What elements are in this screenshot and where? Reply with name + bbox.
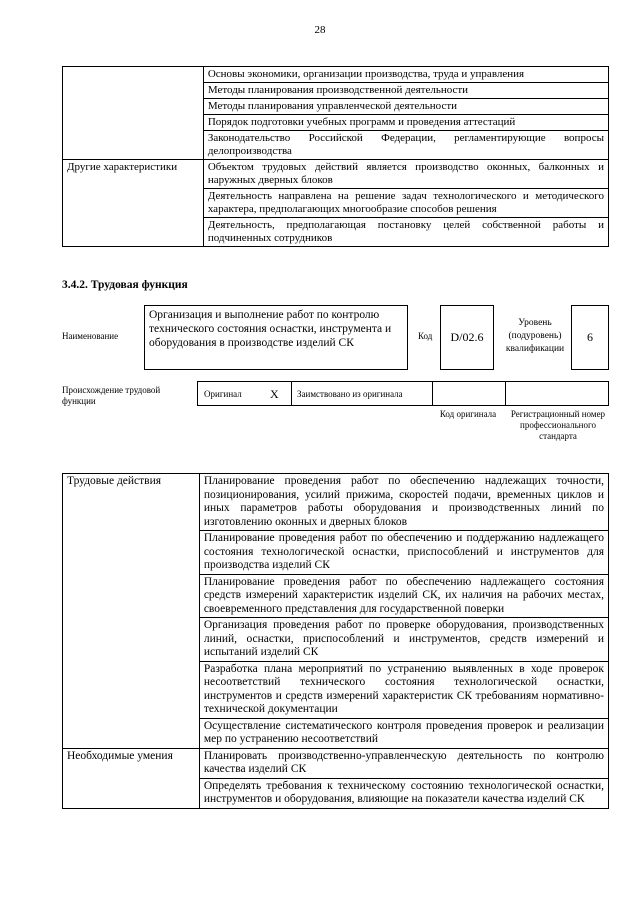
table-row: Планирование проведения работ по обеспечению надлежащего состояния средств измерений характеристик изделий СК, их наличия на рабочих местах, своевременного представления для государственной поверки <box>199 574 608 618</box>
skills-label: Необходимые умения <box>63 748 200 808</box>
original-label: Оригинал <box>204 389 242 399</box>
table-row: Объектом трудовых действий является производство оконных, балконных и наружных дверных блоков <box>203 160 608 189</box>
name-label: Наименование <box>62 331 119 341</box>
table-row: Разработка плана мероприятий по устранению выявленных в ходе проверок несоответствий технического состояния технологической оснастки, инструментов и средств измерений характеристик СК требованиям нормативно-технической документации <box>199 661 608 718</box>
actions-skills-table <box>62 473 609 809</box>
other-characteristics-label: Другие характеристики <box>63 160 204 247</box>
table-row: Определять требования к техническому состоянию технологической оснастки, инструментов и оборудования, влияющие на показатели качества изделий СК <box>199 778 608 808</box>
reg-number-caption: Регистрационный номер профессионального стандарта <box>510 409 606 441</box>
function-name-value: Организация и выполнение работ по контролю технического состояния оснастки, инструмента и оборудования в производстве изделий СК <box>149 309 392 349</box>
code-box <box>440 305 494 370</box>
table-row: Деятельность, предполагающая постановку целей собственной работы и подчиненных сотрудников <box>203 218 608 247</box>
table-row: Законодательство Российской Федерации, регламентирующие вопросы делопроизводства <box>203 131 608 160</box>
table-row: Основы экономики, организации производства, труда и управления <box>203 67 608 83</box>
table-row: Методы планирования производственной деятельности <box>203 83 608 99</box>
table-row: Планирование проведения работ по обеспечению и поддержанию надлежащего состояния технологической оснастки, приспособлений и инструментов для производства изделий СК <box>199 531 608 575</box>
table-row: Методы планирования управленческой деятельности <box>203 99 608 115</box>
continued-label-cell <box>63 67 204 160</box>
table-row: Планирование проведения работ по обеспечению надлежащих точности, позиционирования, усилий прижима, скоростей подачи, временных циклов и иных параметров работы оборудования и производственных линий по изготовлению оконных и дверных блоков <box>199 474 608 531</box>
level-box <box>571 305 609 370</box>
table-row: Порядок подготовки учебных программ и проведения аттестаций <box>203 115 608 131</box>
table-row: Осуществление систематического контроля проведения проверок и реализации мер по устранению несоответствий <box>199 718 608 748</box>
level-value: 6 <box>587 330 593 344</box>
code-original-caption: Код оригинала <box>439 409 497 419</box>
divider <box>291 382 292 405</box>
level-label: Уровень (подуровень) квалификации <box>505 318 565 354</box>
original-mark: X <box>270 387 279 401</box>
table-row: Планировать производственно-управленческую деятельность по контролю качества изделий СК <box>199 748 608 778</box>
actions-label: Трудовые действия <box>63 474 200 749</box>
origin-row <box>197 381 609 406</box>
divider <box>505 382 506 405</box>
code-label: Код <box>418 331 433 341</box>
page-number: 28 <box>314 24 326 36</box>
divider <box>432 382 433 405</box>
code-value: D/02.6 <box>450 330 484 344</box>
origin-label: Происхождение трудовой функции <box>62 385 161 406</box>
table-row: Организация проведения работ по проверке оборудования, производственных линий, оснастки, приспособлений и инструментов, средств измерений и испытаний изделий СК <box>199 618 608 662</box>
borrowed-label: Заимствовано из оригинала <box>297 389 403 399</box>
table-row: Деятельность направлена на решение задач технологического и методического характера, предполагающих многообразие способов решения <box>203 189 608 218</box>
top-characteristics-table <box>62 66 609 247</box>
function-name-box <box>144 305 408 370</box>
section-title: 3.4.2. Трудовая функция <box>62 279 188 291</box>
